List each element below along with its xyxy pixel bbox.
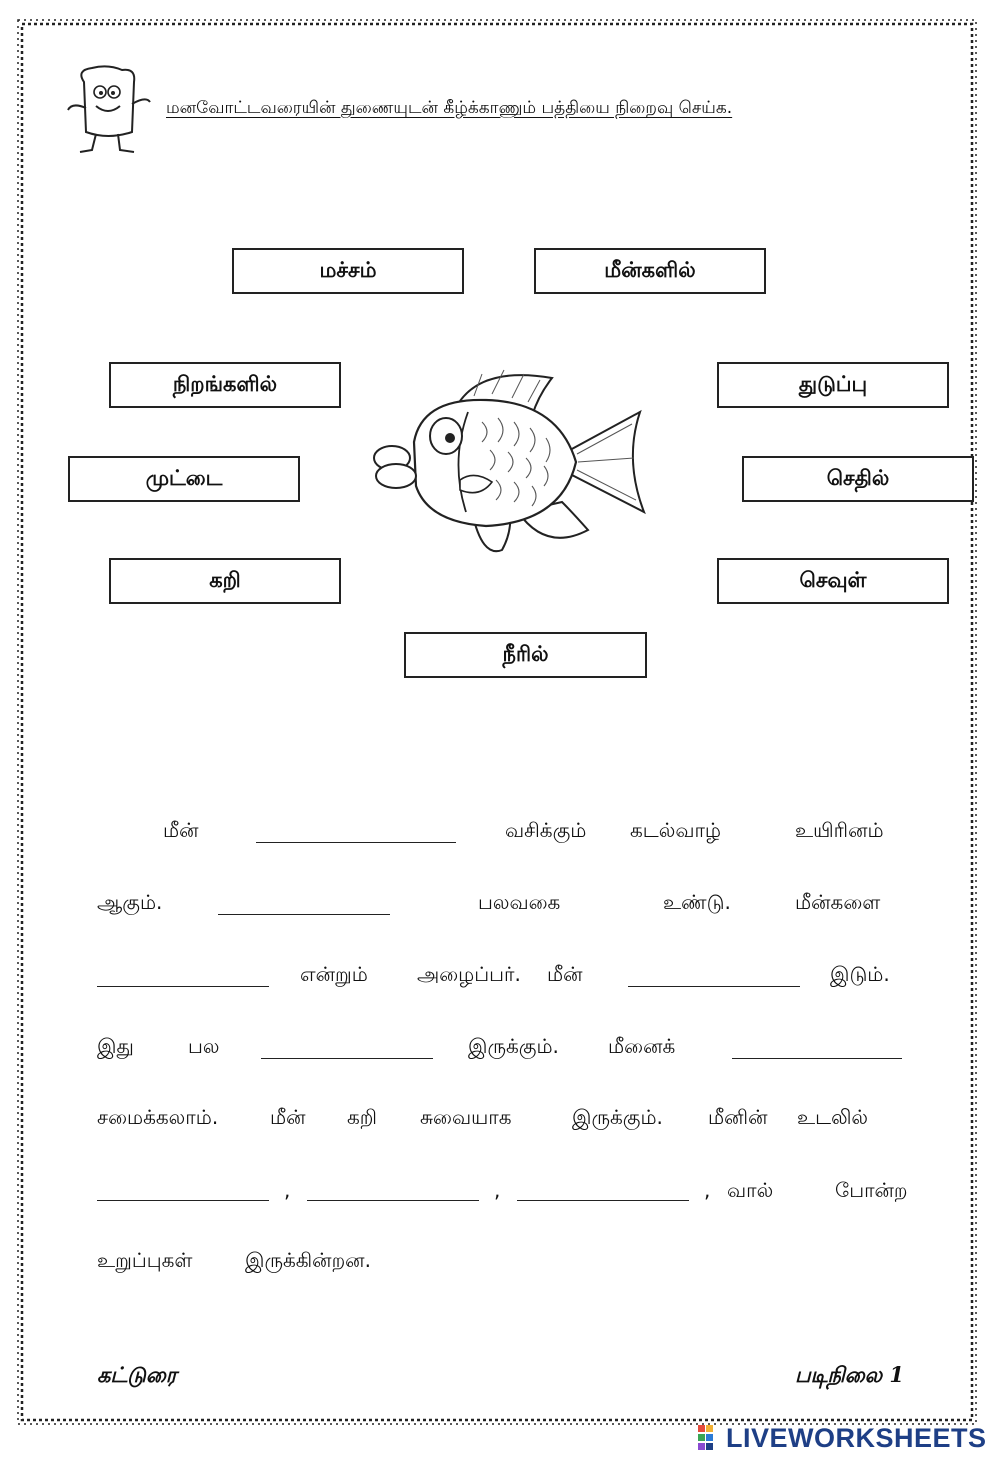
passage-word: இடும்.	[830, 962, 890, 986]
passage-word: உறுப்புகள்	[97, 1248, 193, 1272]
word-box[interactable]: செதில்	[742, 456, 974, 502]
passage-word: மீன்	[163, 818, 199, 842]
passage-word: உடலில்	[797, 1105, 869, 1129]
brand-text: LIVEWORKSHEETS	[726, 1422, 987, 1453]
answer-blank[interactable]	[307, 1200, 479, 1201]
passage-word: இருக்கும்.	[572, 1105, 663, 1129]
passage-word: வால்	[727, 1178, 774, 1202]
word-box[interactable]: நீரில்	[404, 632, 647, 678]
passage-word: உயிரினம்	[795, 818, 884, 842]
word-box[interactable]: மச்சம்	[232, 248, 464, 294]
word-box[interactable]: மீன்களில்	[534, 248, 766, 294]
passage-comma: ,	[494, 1178, 501, 1202]
passage-word: இருக்கின்றன.	[245, 1248, 371, 1272]
passage-word: மீன்களை	[795, 890, 881, 914]
passage-word: பல	[188, 1034, 220, 1058]
passage-word: ஆகும்.	[97, 890, 163, 914]
passage-word: போன்ற	[835, 1178, 908, 1202]
passage-word: மீனின்	[708, 1105, 768, 1129]
word-box[interactable]: முட்டை	[68, 456, 300, 502]
answer-blank[interactable]	[97, 986, 269, 987]
passage-word: கடல்வாழ்	[630, 818, 721, 842]
passage-word: இருக்கும்.	[468, 1034, 559, 1058]
answer-blank[interactable]	[256, 842, 456, 843]
passage-word: சுவையாக	[420, 1105, 512, 1129]
decorative-border	[14, 16, 980, 1428]
passage-word: இது	[97, 1034, 134, 1058]
passage-word: வசிக்கும்	[505, 818, 587, 842]
fish-illustration	[362, 362, 660, 562]
passage-word: கறி	[347, 1105, 377, 1129]
passage-word: மீன்	[547, 962, 583, 986]
footer-category: கட்டுரை	[97, 1362, 177, 1387]
passage-word: பலவகை	[478, 890, 561, 914]
answer-blank[interactable]	[732, 1058, 902, 1059]
liveworksheets-logo	[698, 1422, 987, 1454]
word-box[interactable]: நிறங்களில்	[109, 362, 341, 408]
answer-blank[interactable]	[628, 986, 800, 987]
passage-word: அழைப்பர்.	[417, 962, 521, 986]
bread-mascot-icon	[62, 62, 154, 157]
answer-blank[interactable]	[261, 1058, 433, 1059]
footer-level: படிநிலை 1	[795, 1362, 904, 1387]
word-box[interactable]: செவுள்	[717, 558, 949, 604]
word-box[interactable]: துடுப்பு	[717, 362, 949, 408]
passage-word: மீன்	[270, 1105, 306, 1129]
passage-comma: ,	[704, 1178, 711, 1202]
passage-word: சமைக்கலாம்.	[97, 1105, 219, 1129]
passage-word: என்றும்	[300, 962, 368, 986]
logo-blocks-icon	[698, 1425, 722, 1451]
instruction-text: மனவோட்டவரையின் துணையுடன் கீழ்க்காணும் பத்தியை நிறைவு செய்க.	[166, 98, 733, 118]
answer-blank[interactable]	[218, 914, 390, 915]
word-box[interactable]: கறி	[109, 558, 341, 604]
answer-blank[interactable]	[517, 1200, 689, 1201]
answer-blank[interactable]	[97, 1200, 269, 1201]
passage-comma: ,	[284, 1178, 291, 1202]
passage-word: மீனைக்	[608, 1034, 676, 1058]
passage-word: உண்டு.	[663, 890, 731, 914]
